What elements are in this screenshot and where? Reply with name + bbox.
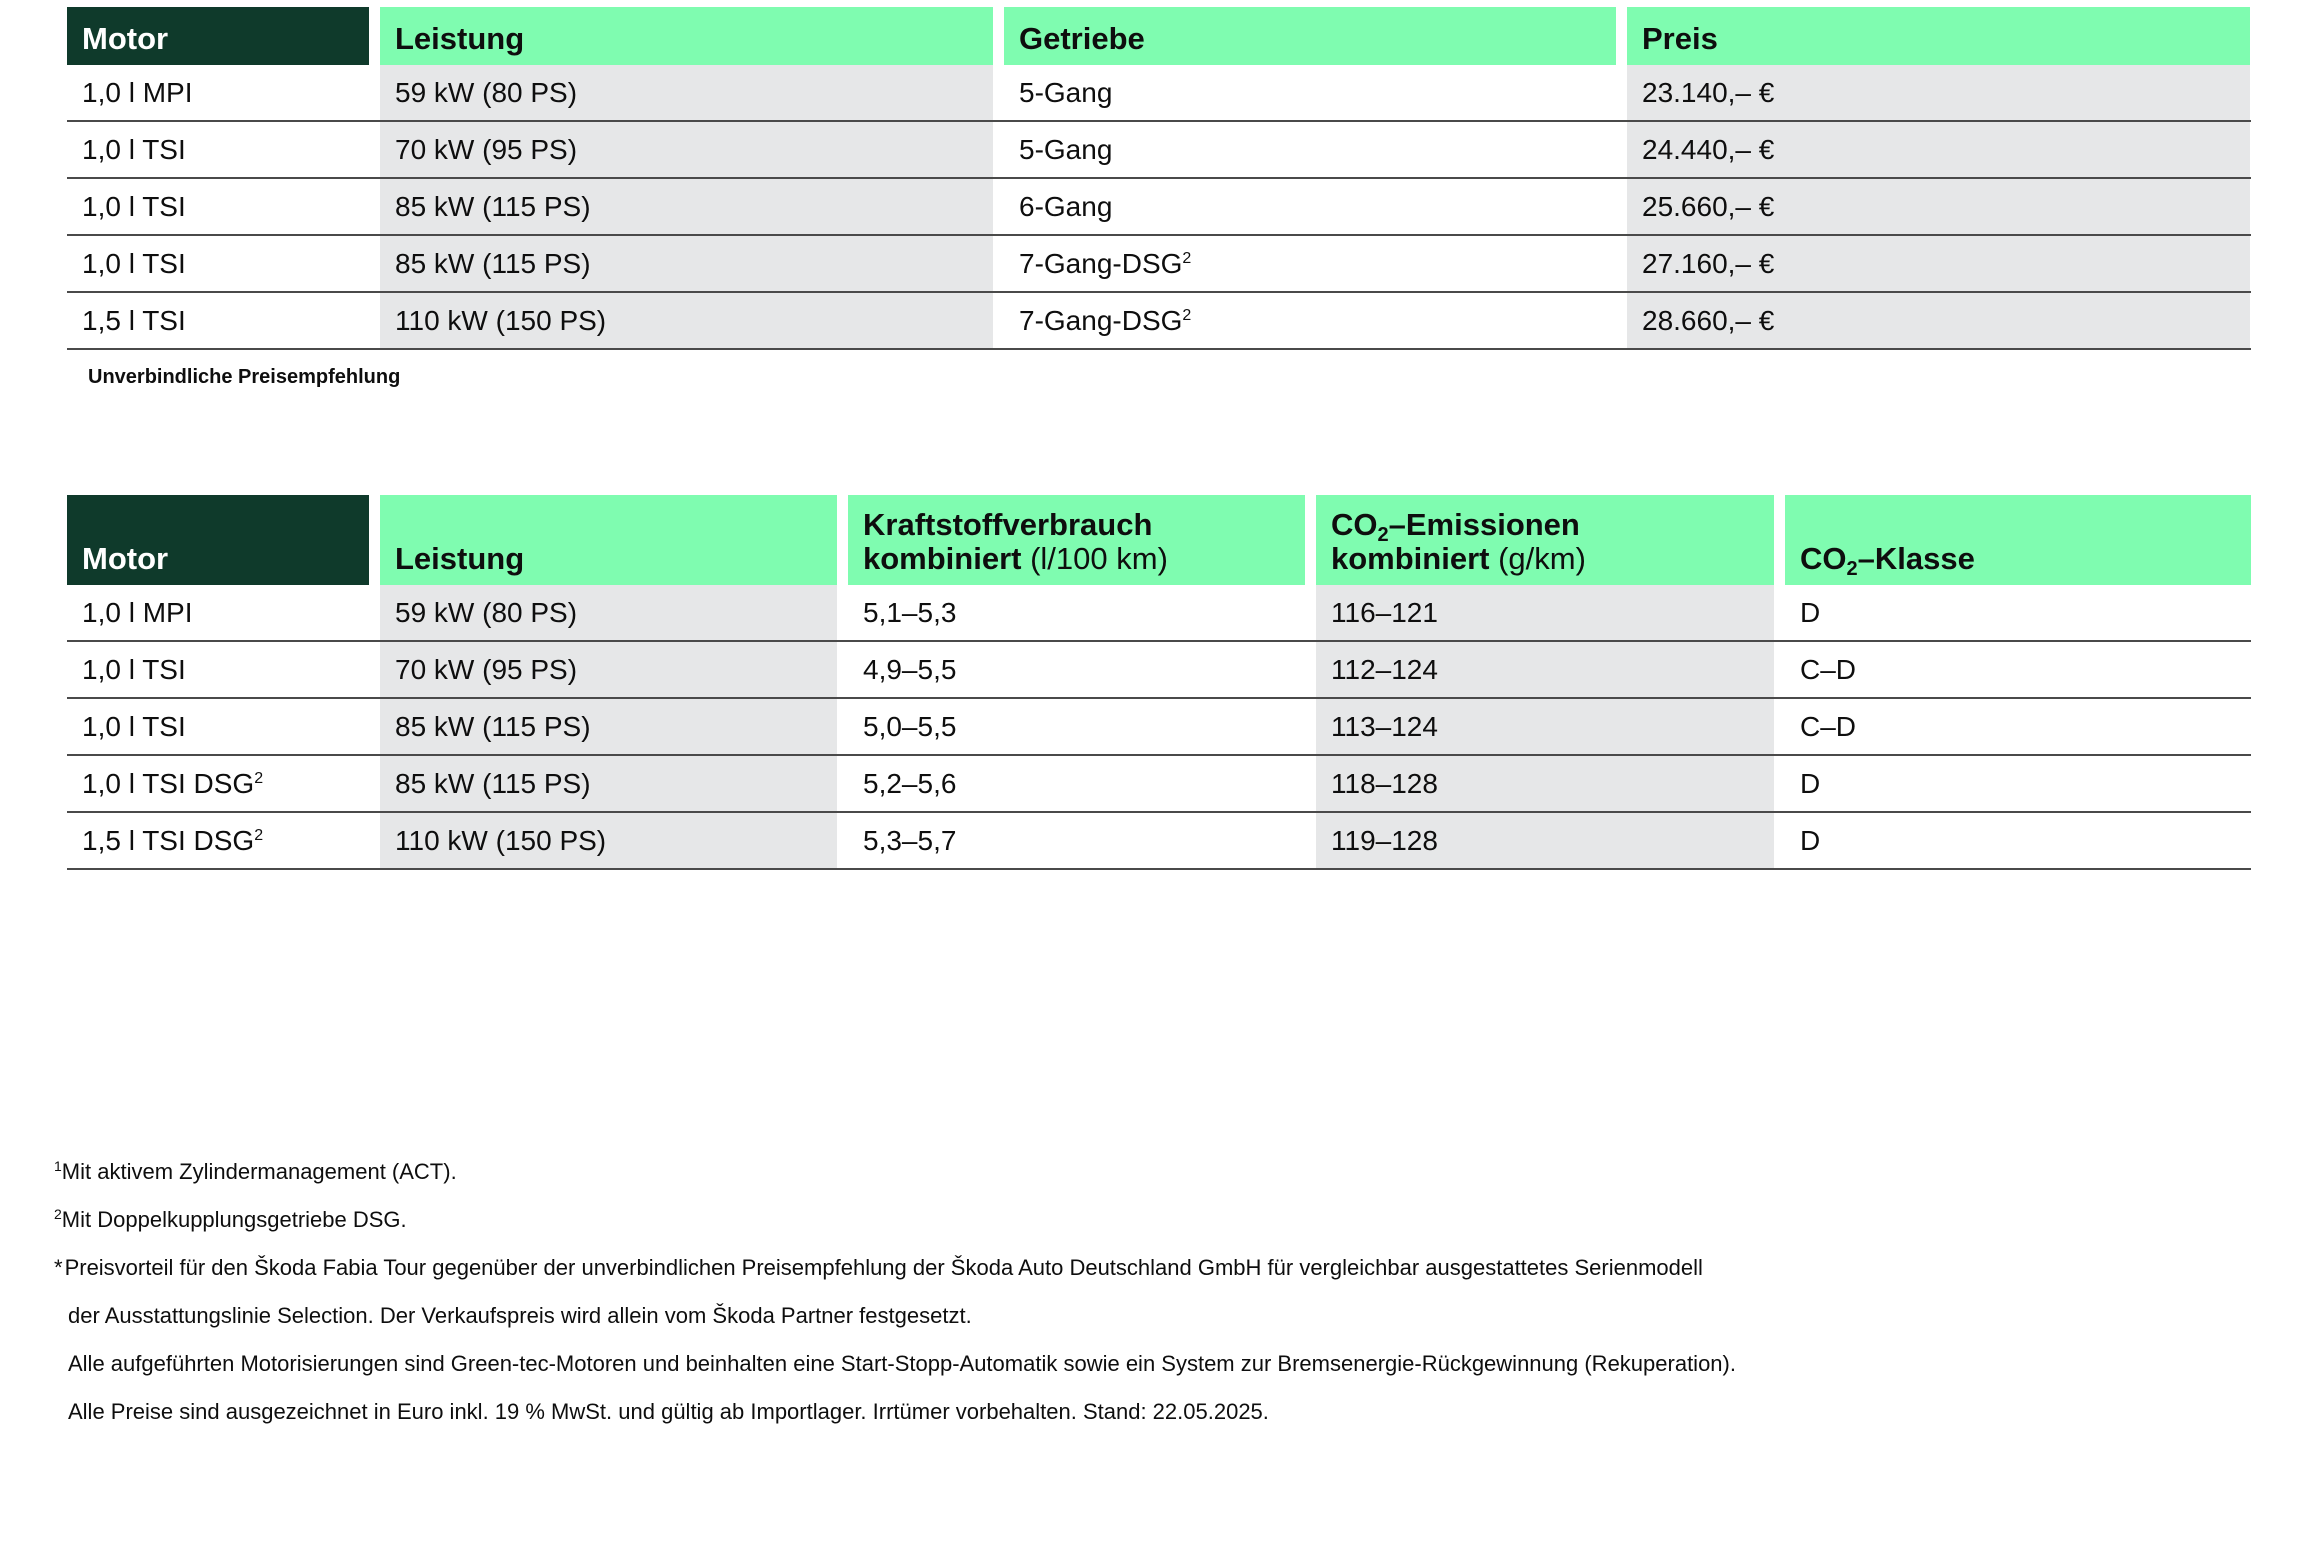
header2-co2-post: –Emissionen (1388, 507, 1580, 542)
cell-getriebe-text: 5-Gang (1019, 77, 1113, 108)
table-row (67, 65, 2251, 122)
cell-leistung (380, 293, 993, 348)
cell-leistung-text: 70 kW (95 PS) (395, 134, 578, 165)
header2-verbrauch (848, 495, 1305, 585)
footnote-text: Preisvorteil für den Škoda Fabia Tour gegenüber der unverbindlichen Preisempfehlung der Škoda Auto Deutschland GmbH für vergleichbar ausgestattetes Serienmodell (64, 1255, 1703, 1280)
header2-leistung (380, 495, 837, 585)
cell-preis (1627, 65, 2250, 120)
cell-co2-text: 116–121 (1331, 597, 1438, 628)
cell-verbrauch-text: 5,3–5,7 (863, 825, 957, 856)
cell-co2-text: 112–124 (1331, 654, 1438, 685)
header-getriebe (1004, 7, 1616, 65)
header2-verbrauch-unit: (l/100 km) (1030, 541, 1168, 576)
footnote-line (54, 1158, 457, 1186)
footnote-line (54, 1350, 1736, 1378)
header2-co2 (1316, 495, 1774, 585)
cell-getriebe (1004, 293, 1616, 348)
cell-leistung-text: 85 kW (115 PS) (395, 711, 591, 742)
emissions-table-header (67, 495, 2251, 585)
header2-co2-sub: 2 (1377, 524, 1389, 546)
cell-verbrauch (848, 813, 1305, 868)
emissions-table-body (67, 585, 2251, 870)
footnote-text: Alle aufgeführten Motorisierungen sind Green-tec-Motoren und beinhalten eine Start-Stopp-Automatik sowie ein System zur Bremsenergie-Rückgewinnung (Rekuperation). (68, 1351, 1736, 1376)
footnote-text: Mit Doppelkupplungsgetriebe DSG. (61, 1207, 407, 1232)
header2-verbrauch-line2 (863, 542, 1305, 576)
cell-verbrauch (848, 699, 1305, 754)
cell-leistung-text: 59 kW (80 PS) (395, 77, 578, 108)
cell-motor (67, 122, 369, 177)
header2-co2-line2 (1331, 542, 1774, 576)
cell-preis-text: 28.660,– € (1642, 305, 1775, 336)
cell-leistung-text: 85 kW (115 PS) (395, 191, 591, 222)
cell-getriebe (1004, 122, 1616, 177)
cell-getriebe (1004, 236, 1616, 291)
header2-klasse-label (1800, 541, 2251, 580)
footnote-marker: 2 (1182, 307, 1192, 324)
cell-motor-text: 1,5 l TSI DSG (82, 825, 255, 856)
cell-leistung (380, 642, 837, 697)
cell-klasse-text: D (1800, 768, 1821, 799)
cell-preis (1627, 293, 2250, 348)
cell-klasse-text: D (1800, 825, 1821, 856)
cell-leistung-text: 85 kW (115 PS) (395, 248, 591, 279)
cell-getriebe (1004, 179, 1616, 234)
cell-motor (67, 813, 369, 868)
cell-getriebe-text: 5-Gang (1019, 134, 1113, 165)
header2-klasse (1785, 495, 2251, 585)
cell-leistung-text: 110 kW (150 PS) (395, 825, 607, 856)
cell-co2-text: 113–124 (1331, 711, 1438, 742)
cell-leistung-text: 59 kW (80 PS) (395, 597, 578, 628)
cell-co2 (1316, 642, 1774, 697)
price-table (67, 7, 2251, 350)
cell-verbrauch-text: 5,2–5,6 (863, 768, 957, 799)
cell-verbrauch (848, 642, 1305, 697)
cell-preis-text: 27.160,– € (1642, 248, 1775, 279)
cell-leistung (380, 122, 993, 177)
cell-klasse (1785, 642, 2251, 697)
table-row (67, 699, 2251, 756)
footnote-marker: 2 (54, 1206, 62, 1222)
cell-klasse (1785, 756, 2251, 811)
table-row (67, 236, 2251, 293)
header2-co2-line1 (1331, 507, 1774, 546)
footnote-text: Mit aktivem Zylindermanagement (ACT). (61, 1159, 457, 1184)
footnote-line (54, 1206, 407, 1234)
cell-klasse-text: C–D (1800, 654, 1857, 685)
cell-motor (67, 293, 369, 348)
cell-getriebe (1004, 65, 1616, 120)
cell-leistung (380, 585, 837, 640)
cell-leistung (380, 813, 837, 868)
cell-motor (67, 699, 369, 754)
table-row (67, 179, 2251, 236)
cell-preis (1627, 236, 2250, 291)
cell-getriebe-text: 6-Gang (1019, 191, 1113, 222)
header2-co2-pre: CO (1331, 507, 1378, 542)
header-leistung (380, 7, 993, 65)
footnote-marker: * (54, 1255, 63, 1280)
header2-klasse-pre: CO (1800, 541, 1847, 576)
table-row (67, 122, 2251, 179)
cell-motor (67, 65, 369, 120)
header-leistung-label: Leistung (395, 21, 525, 56)
cell-motor-text: 1,0 l MPI (82, 77, 193, 108)
cell-leistung (380, 179, 993, 234)
cell-co2-text: 119–128 (1331, 825, 1438, 856)
footnote-line (54, 1302, 972, 1330)
cell-co2 (1316, 585, 1774, 640)
footnote-marker: 2 (254, 770, 264, 787)
table-row (67, 813, 2251, 870)
cell-verbrauch-text: 5,0–5,5 (863, 711, 957, 742)
header2-motor (67, 495, 369, 585)
cell-preis-text: 25.660,– € (1642, 191, 1775, 222)
cell-preis (1627, 122, 2250, 177)
footnote-marker: 1 (54, 1158, 62, 1174)
cell-motor-text: 1,0 l TSI (82, 711, 186, 742)
cell-preis (1627, 179, 2250, 234)
header2-verbrauch-line1: Kraftstoffverbrauch (863, 507, 1153, 542)
cell-klasse-text: C–D (1800, 711, 1857, 742)
footnote-marker: 2 (254, 827, 264, 844)
cell-co2 (1316, 813, 1774, 868)
cell-motor (67, 756, 369, 811)
table-row (67, 293, 2251, 350)
footnote-text: Alle Preise sind ausgezeichnet in Euro inkl. 19 % MwSt. und gültig ab Importlager. Irrtümer vorbehalten. Stand: 22.05.2025. (68, 1399, 1269, 1424)
cell-motor (67, 179, 369, 234)
cell-getriebe-text: 7-Gang-DSG (1019, 305, 1183, 336)
header-getriebe-label: Getriebe (1019, 21, 1145, 56)
cell-verbrauch-text: 4,9–5,5 (863, 654, 957, 685)
cell-verbrauch (848, 756, 1305, 811)
cell-motor (67, 642, 369, 697)
footnote-line (54, 1398, 1269, 1426)
cell-leistung (380, 699, 837, 754)
cell-leistung-text: 110 kW (150 PS) (395, 305, 607, 336)
cell-motor-text: 1,5 l TSI (82, 305, 186, 336)
cell-getriebe-text: 7-Gang-DSG (1019, 248, 1183, 279)
cell-leistung (380, 756, 837, 811)
cell-motor-text: 1,0 l TSI (82, 654, 186, 685)
cell-motor-text: 1,0 l MPI (82, 597, 193, 628)
cell-leistung-text: 70 kW (95 PS) (395, 654, 578, 685)
cell-co2-text: 118–128 (1331, 768, 1438, 799)
cell-klasse (1785, 813, 2251, 868)
table-row (67, 756, 2251, 813)
cell-motor-text: 1,0 l TSI DSG (82, 768, 255, 799)
price-table-body (67, 65, 2251, 350)
cell-preis-text: 24.440,– € (1642, 134, 1775, 165)
cell-verbrauch (848, 585, 1305, 640)
cell-motor-text: 1,0 l TSI (82, 248, 186, 279)
table-row (67, 642, 2251, 699)
header2-motor-label: Motor (82, 541, 169, 576)
cell-motor (67, 585, 369, 640)
cell-co2 (1316, 699, 1774, 754)
header-preis (1627, 7, 2250, 65)
cell-leistung (380, 65, 993, 120)
footnote-marker: 2 (1182, 250, 1192, 267)
cell-motor-text: 1,0 l TSI (82, 191, 186, 222)
header-motor (67, 7, 369, 65)
cell-klasse (1785, 699, 2251, 754)
cell-preis-text: 23.140,– € (1642, 77, 1775, 108)
cell-motor (67, 236, 369, 291)
cell-co2 (1316, 756, 1774, 811)
cell-verbrauch-text: 5,1–5,3 (863, 597, 957, 628)
footnote-text: der Ausstattungslinie Selection. Der Verkaufspreis wird allein vom Škoda Partner festgesetzt. (68, 1303, 972, 1328)
header-preis-label: Preis (1642, 21, 1718, 56)
header-motor-label: Motor (82, 21, 169, 56)
header2-klasse-post: –Klasse (1857, 541, 1975, 576)
footnote-line (54, 1254, 1703, 1282)
header2-co2-kombiniert: kombiniert (1331, 541, 1490, 576)
header2-klasse-sub: 2 (1846, 558, 1858, 580)
cell-leistung-text: 85 kW (115 PS) (395, 768, 591, 799)
emissions-table (67, 495, 2251, 870)
price-table-header (67, 7, 2251, 65)
cell-klasse-text: D (1800, 597, 1821, 628)
cell-motor-text: 1,0 l TSI (82, 134, 186, 165)
price-note: Unverbindliche Preisempfehlung (88, 366, 401, 388)
cell-leistung (380, 236, 993, 291)
header2-verbrauch-kombiniert: kombiniert (863, 541, 1022, 576)
table-row (67, 585, 2251, 642)
header2-leistung-label: Leistung (395, 541, 525, 576)
cell-klasse (1785, 585, 2251, 640)
header2-co2-unit: (g/km) (1498, 541, 1586, 576)
